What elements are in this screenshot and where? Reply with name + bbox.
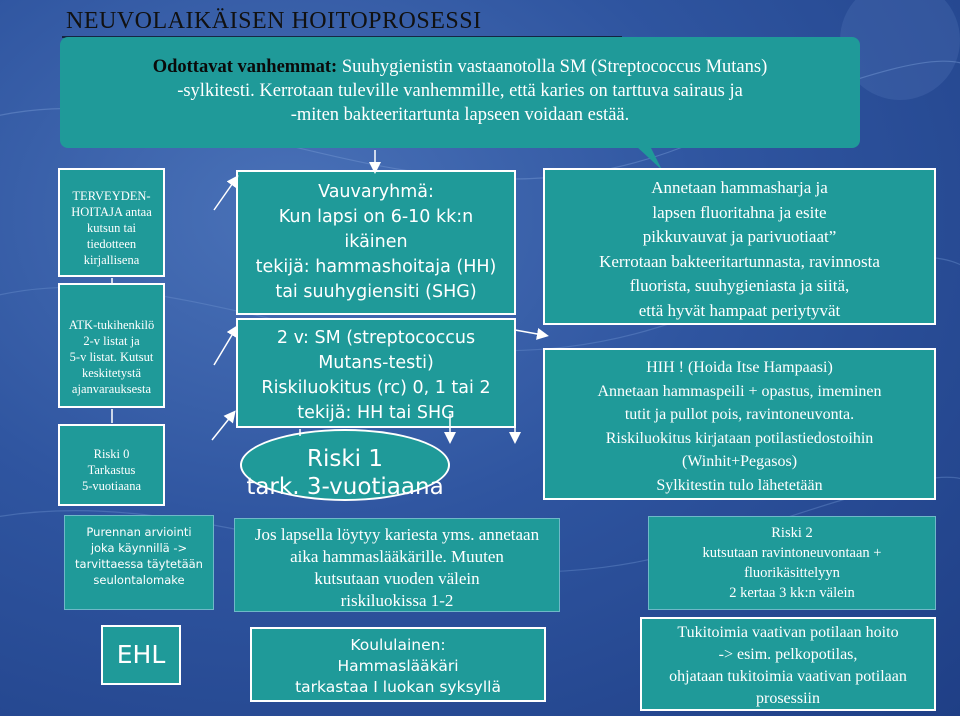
- box-line: tiedotteen: [86, 237, 137, 251]
- box-line: Riski 2: [771, 525, 813, 541]
- ehl-label: EHL: [116, 640, 166, 669]
- box-line: Tarkastus: [87, 463, 136, 477]
- box-line: Sylkitestin tulo lähetetään: [656, 476, 823, 494]
- box-line: Kerrotaan bakteeritartunnasta, ravinnosta: [599, 251, 880, 271]
- ellipse-line: tark. 3-vuotiaana: [246, 474, 444, 500]
- box-line: ikäinen: [344, 232, 408, 252]
- box-line: (Winhit+Pegasos): [681, 453, 798, 470]
- box-line: Hammaslääkäri: [337, 657, 459, 675]
- box-line: Riski 0: [93, 447, 130, 461]
- box-line: Koululainen:: [350, 636, 446, 654]
- box-line: Riskiluokitus (rc) 0, 1 tai 2: [261, 378, 491, 398]
- nurse-invitation-box: [58, 168, 165, 277]
- intro-lead: Odottavat vanhemmat:: [152, 57, 338, 77]
- box-line: riskiluokissa 1-2: [340, 591, 454, 610]
- box-line: 5-v listat. Kutsut: [69, 350, 154, 364]
- risk1-ellipse: [240, 429, 450, 501]
- box-line: Purennan arviointi: [86, 525, 192, 539]
- arrow-line: [212, 415, 232, 440]
- box-line: joka käynnillä ->: [90, 541, 188, 555]
- box-line: ajanvarauksesta: [71, 382, 152, 396]
- box-line: tarvittaessa täytetään: [75, 557, 203, 571]
- toothbrush-info-box: [543, 168, 936, 325]
- caries-info-box: [234, 518, 560, 612]
- box-line: HIH ! (Hoida Itse Hampaasi): [646, 359, 833, 376]
- box-line: kutsutaan vuoden välein: [314, 569, 480, 588]
- intro-line: -miten bakteeritartunta lapseen voidaan estää.: [290, 105, 630, 125]
- risk0-box: [58, 424, 165, 506]
- box-line: tutit ja pullot pois, ravintoneuvonta.: [624, 406, 855, 423]
- box-line: lapsen fluoritahna ja esite: [652, 202, 827, 222]
- intro-line: -sylkitesti. Kerrotaan tuleville vanhemmille, että karies on tarttuva sairaus ja: [177, 81, 743, 101]
- ellipse-line: Riski 1: [306, 446, 383, 472]
- box-line: fluorikäsittelyyn: [744, 565, 840, 581]
- arrow-line: [214, 330, 235, 365]
- bite-assessment-box: [64, 515, 214, 610]
- box-line: prosessiin: [756, 690, 820, 707]
- intro-line: Suuhygienistin vastaanotolla SM (Streptococcus Mutans): [337, 57, 768, 77]
- baby-group-box: [236, 170, 516, 315]
- box-line: Vauvaryhmä:: [318, 182, 434, 202]
- box-line: ATK-tukihenkilö: [68, 318, 155, 332]
- box-line: 2-v listat ja: [83, 334, 140, 348]
- box-line: aika hammaslääkärille. Muuten: [290, 547, 504, 566]
- arrow-line: [214, 180, 235, 210]
- box-line: Riskiluokitus kirjataan potilastiedostoihin: [605, 429, 874, 447]
- page-title: NEUVOLAIKÄISEN HOITOPROSESSI: [66, 8, 482, 34]
- box-line: kutsutaan ravintoneuvontaan +: [702, 545, 882, 561]
- box-line: Tukitoimia vaativan potilaan hoito: [677, 624, 899, 641]
- hih-info-box: [543, 348, 936, 500]
- box-line: seulontalomake: [93, 573, 185, 587]
- box-line: tekijä: HH tai SHG: [297, 403, 455, 423]
- box-line: kutsun tai: [87, 221, 136, 235]
- box-line: ohjataan tukitoimia vaativan potilaan: [669, 668, 907, 685]
- box-line: fluorista, suuhygieniasta ja siitä,: [629, 276, 850, 295]
- box-line: HOITAJA antaa: [71, 205, 152, 219]
- support-measures-box: [640, 617, 936, 711]
- school-child-box: [250, 627, 546, 702]
- box-line: keskitetystä: [81, 366, 141, 380]
- box-line: Mutans-testi): [318, 353, 434, 373]
- box-line: tekijä: hammashoitaja (HH): [255, 257, 497, 277]
- risk2-box: [648, 516, 936, 610]
- box-line: Annetaan hammasharja ja: [651, 178, 828, 197]
- arrow-line: [515, 330, 543, 335]
- box-line: 2 v: SM (streptococcus: [276, 328, 476, 348]
- two-year-test-box: [236, 318, 516, 428]
- box-line: Kun lapsi on 6-10 kk:n: [278, 207, 474, 227]
- box-line: 5-vuotiaana: [81, 479, 141, 493]
- intro-banner: [60, 37, 860, 148]
- atk-lists-box: [58, 283, 165, 408]
- box-line: tarkastaa I luokan syksyllä: [295, 678, 501, 696]
- box-line: TERVEYDEN-: [72, 189, 151, 203]
- box-line: Annetaan hammaspeili + opastus, imeminen: [597, 382, 882, 400]
- box-line: Jos lapsella löytyy kariesta yms. annetaan: [254, 525, 540, 544]
- ehl-box: [101, 625, 181, 685]
- box-line: -> esim. pelkopotilas,: [718, 646, 858, 663]
- box-line: kirjallisena: [83, 253, 140, 267]
- box-line: tai suuhygiensiti (SHG): [275, 282, 477, 302]
- box-line: pikkuvauvat ja parivuotiaat”: [642, 227, 837, 246]
- box-line: 2 kertaa 3 kk:n välein: [729, 585, 855, 601]
- box-line: että hyvät hampaat periytyvät: [638, 300, 841, 320]
